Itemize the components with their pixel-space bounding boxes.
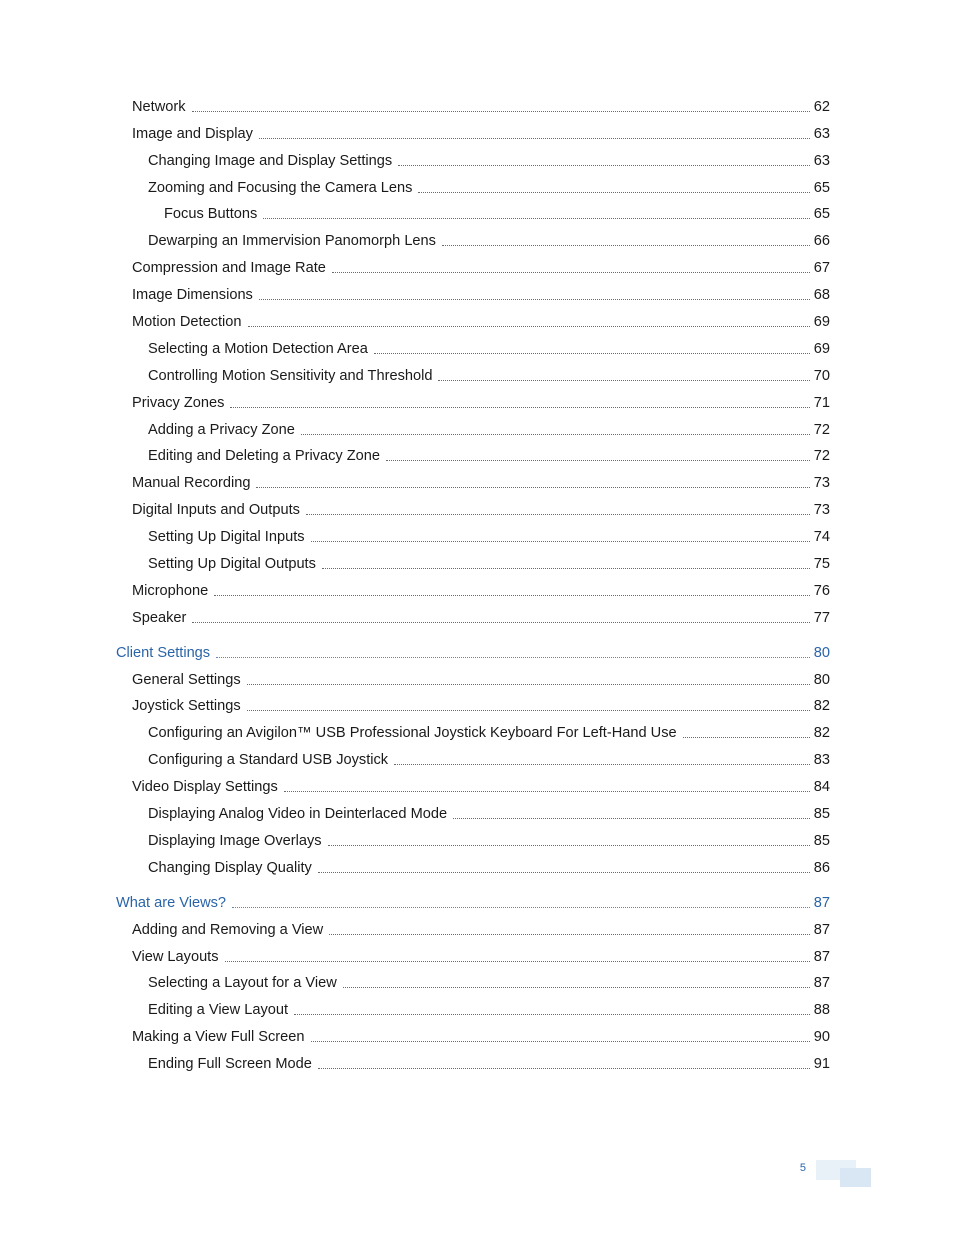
toc-entry-page: 69 <box>813 340 830 357</box>
toc-dot-leader <box>284 791 810 792</box>
toc-entry[interactable] <box>0 915 954 942</box>
toc-dot-leader <box>225 961 810 962</box>
toc-entry-title: Compression and Image Rate <box>132 260 326 277</box>
toc-dot-leader <box>453 818 810 819</box>
toc-dot-leader <box>259 299 810 300</box>
toc-entry-title: Speaker <box>132 609 187 626</box>
toc-entry-title: Setting Up Digital Inputs <box>148 529 305 546</box>
toc-entry[interactable] <box>0 1022 954 1049</box>
toc-dot-leader <box>311 1041 810 1042</box>
toc-entry[interactable] <box>0 1049 954 1076</box>
footer-decoration <box>840 1168 871 1187</box>
toc-entry[interactable] <box>0 226 954 253</box>
toc-entry-page: 63 <box>813 152 830 169</box>
toc-entry[interactable] <box>0 119 954 146</box>
toc-entry-page: 83 <box>813 752 830 769</box>
toc-entry-title: Changing Image and Display Settings <box>148 152 393 169</box>
toc-entry-page: 77 <box>813 609 830 626</box>
toc-entry-title: What are Views? <box>116 894 227 911</box>
toc-dot-leader <box>332 272 810 273</box>
toc-entry-page: 87 <box>813 921 830 938</box>
toc-entry-title: Image Dimensions <box>132 287 253 304</box>
toc-entry[interactable] <box>0 826 954 853</box>
toc-dot-leader <box>306 514 810 515</box>
toc-entry-title: Setting Up Digital Outputs <box>148 556 316 573</box>
toc-entry[interactable] <box>0 522 954 549</box>
toc-dot-leader <box>398 165 810 166</box>
toc-entry-title: Configuring an Avigilon™ USB Professional Joystick Keyboard For Left-Hand Use <box>148 725 677 742</box>
toc-entry-page: 91 <box>813 1056 830 1073</box>
toc-dot-leader <box>247 684 810 685</box>
toc-dot-leader <box>256 487 810 488</box>
toc-entry[interactable] <box>0 942 954 969</box>
toc-dot-leader <box>247 710 810 711</box>
toc-dot-leader <box>386 460 810 461</box>
toc-entry-page: 87 <box>813 894 830 911</box>
toc-entry-page: 75 <box>813 556 830 573</box>
toc-entry[interactable] <box>0 173 954 200</box>
toc-entry-page: 82 <box>813 725 830 742</box>
toc-entry-page: 80 <box>813 644 830 661</box>
toc-entry-title: Selecting a Motion Detection Area <box>148 340 368 357</box>
toc-entry[interactable] <box>0 665 954 692</box>
toc-entry-title: Privacy Zones <box>132 394 225 411</box>
toc-entry-page: 62 <box>813 98 830 115</box>
toc-entry-page: 63 <box>813 125 830 142</box>
toc-dot-leader <box>329 934 810 935</box>
toc-entry[interactable] <box>0 495 954 522</box>
toc-entry[interactable] <box>0 853 954 880</box>
toc-entry-page: 73 <box>813 475 830 492</box>
toc-entry[interactable] <box>0 361 954 388</box>
toc-entry-page: 73 <box>813 502 830 519</box>
toc-entry[interactable] <box>0 772 954 799</box>
toc-entry[interactable] <box>0 468 954 495</box>
toc-entry[interactable] <box>0 253 954 280</box>
toc-entry-title: Configuring a Standard USB Joystick <box>148 752 389 769</box>
toc-entry-title: Adding a Privacy Zone <box>148 421 295 438</box>
toc-entry-page: 72 <box>813 448 830 465</box>
toc-entry-title: Editing a View Layout <box>148 1002 289 1019</box>
toc-entry-title: General Settings <box>132 671 241 688</box>
toc-entry-title: Manual Recording <box>132 475 251 492</box>
toc-entry[interactable] <box>0 745 954 772</box>
toc-dot-leader <box>318 1068 810 1069</box>
toc-dot-leader <box>248 326 810 327</box>
toc-entry-page: 87 <box>813 975 830 992</box>
toc-entry[interactable] <box>0 603 954 630</box>
toc-dot-leader <box>259 138 810 139</box>
toc-entry-title: Focus Buttons <box>164 206 258 223</box>
toc-entry-page: 84 <box>813 779 830 796</box>
toc-dot-leader <box>232 907 810 908</box>
toc-entry-page: 87 <box>813 948 830 965</box>
toc-entry-page: 80 <box>813 671 830 688</box>
toc-dot-leader <box>442 245 810 246</box>
toc-entry-title: Ending Full Screen Mode <box>148 1056 312 1073</box>
toc-dot-leader <box>394 764 810 765</box>
toc-dot-leader <box>438 380 810 381</box>
toc-dot-leader <box>294 1014 810 1015</box>
toc-dot-leader <box>322 568 810 569</box>
toc-entry-title: Dewarping an Immervision Panomorph Lens <box>148 233 436 250</box>
toc-entry[interactable] <box>0 415 954 442</box>
toc-dot-leader <box>343 987 810 988</box>
toc-dot-leader <box>192 622 810 623</box>
toc-entry-title: Adding and Removing a View <box>132 921 324 938</box>
toc-entry[interactable] <box>0 200 954 227</box>
toc-entry[interactable] <box>0 442 954 469</box>
toc-entry-title: Zooming and Focusing the Camera Lens <box>148 179 413 196</box>
toc-entry-page: 65 <box>813 179 830 196</box>
toc-entry-page: 82 <box>813 698 830 715</box>
toc-entry-title: Editing and Deleting a Privacy Zone <box>148 448 381 465</box>
toc-entry[interactable] <box>0 307 954 334</box>
toc-dot-leader <box>263 218 810 219</box>
toc-entry-page: 71 <box>813 394 830 411</box>
toc-dot-leader <box>311 541 810 542</box>
toc-entry-title: Client Settings <box>116 644 211 661</box>
toc-entry[interactable] <box>0 92 954 119</box>
toc-entry-title: Video Display Settings <box>132 779 278 796</box>
toc-entry[interactable] <box>0 146 954 173</box>
toc-entry-title: Controlling Motion Sensitivity and Threshold <box>148 367 433 384</box>
toc-dot-leader <box>418 192 810 193</box>
toc-dot-leader <box>374 353 810 354</box>
toc-entry[interactable] <box>0 995 954 1022</box>
toc-entry[interactable] <box>0 799 954 826</box>
toc-entry[interactable] <box>0 549 954 576</box>
toc-entry-title: Microphone <box>132 582 209 599</box>
toc-entry-page: 88 <box>813 1002 830 1019</box>
toc-entry[interactable] <box>0 576 954 603</box>
toc-entry-title: Changing Display Quality <box>148 859 312 876</box>
page-number: 5 <box>799 1162 806 1174</box>
toc-entry-page: 72 <box>813 421 830 438</box>
toc-entry-page: 90 <box>813 1029 830 1046</box>
toc-entry-page: 67 <box>813 260 830 277</box>
table-of-contents <box>0 92 954 1076</box>
toc-entry-title: Displaying Analog Video in Deinterlaced Mode <box>148 806 448 823</box>
toc-entry-page: 74 <box>813 529 830 546</box>
toc-dot-leader <box>683 737 810 738</box>
toc-entry[interactable] <box>0 969 954 996</box>
toc-entry-page: 68 <box>813 287 830 304</box>
toc-entry-title: View Layouts <box>132 948 219 965</box>
toc-entry-title: Displaying Image Overlays <box>148 832 322 849</box>
toc-section-link[interactable] <box>0 888 954 915</box>
toc-entry-title: Selecting a Layout for a View <box>148 975 337 992</box>
toc-dot-leader <box>230 407 810 408</box>
toc-entry-title: Digital Inputs and Outputs <box>132 502 300 519</box>
toc-entry[interactable] <box>0 280 954 307</box>
toc-entry[interactable] <box>0 692 954 719</box>
toc-entry-title: Image and Display <box>132 125 253 142</box>
toc-entry-page: 86 <box>813 859 830 876</box>
toc-entry[interactable] <box>0 388 954 415</box>
toc-entry-page: 66 <box>813 233 830 250</box>
toc-dot-leader <box>328 845 810 846</box>
toc-entry-page: 70 <box>813 367 830 384</box>
toc-dot-leader <box>318 872 810 873</box>
toc-section-link[interactable] <box>0 638 954 665</box>
toc-entry[interactable] <box>0 718 954 745</box>
toc-entry-title: Network <box>132 98 186 115</box>
toc-entry-title: Motion Detection <box>132 314 242 331</box>
toc-dot-leader <box>301 434 810 435</box>
toc-entry-page: 69 <box>813 314 830 331</box>
toc-dot-leader <box>192 111 810 112</box>
toc-dot-leader <box>214 595 810 596</box>
toc-dot-leader <box>216 657 810 658</box>
toc-entry[interactable] <box>0 334 954 361</box>
toc-entry-page: 65 <box>813 206 830 223</box>
toc-entry-title: Joystick Settings <box>132 698 241 715</box>
toc-entry-title: Making a View Full Screen <box>132 1029 305 1046</box>
toc-entry-page: 85 <box>813 806 830 823</box>
toc-entry-page: 76 <box>813 582 830 599</box>
toc-entry-page: 85 <box>813 832 830 849</box>
